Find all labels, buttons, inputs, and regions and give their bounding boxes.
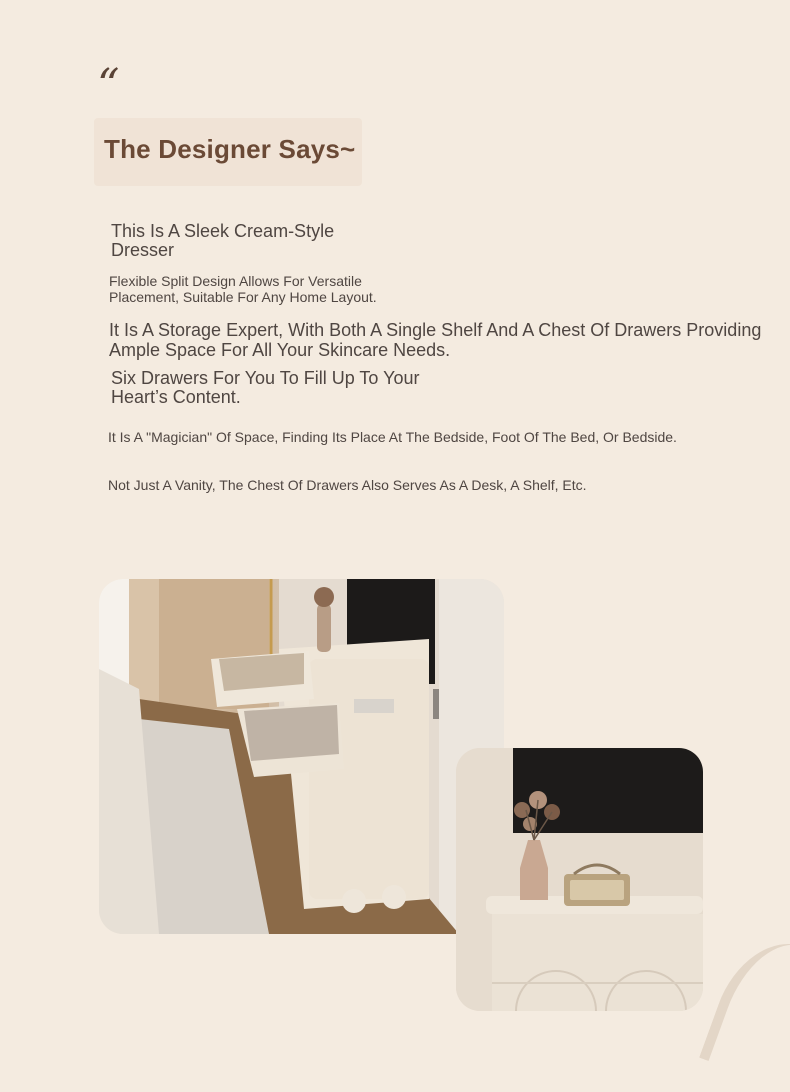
dresser-detail-illustration (456, 748, 703, 1011)
product-photo-detail (456, 748, 703, 1011)
description-line-2: Flexible Split Design Allows For Versatile Placement, Suitable For Any Home Layout. (109, 273, 377, 305)
quote-mark-icon: “ (97, 60, 120, 111)
description-line-4: Six Drawers For You To Fill Up To Your Heart’s Content. (111, 368, 420, 407)
description-line-6: Not Just A Vanity, The Chest Of Drawers Also Serves As A Desk, A Shelf, Etc. (108, 477, 587, 493)
description-line-3: It Is A Storage Expert, With Both A Single Shelf And A Chest Of Drawers Providing Ample Space For All Your Skincare Needs. (109, 320, 762, 360)
corner-decoration (699, 926, 790, 1092)
product-photo-main (99, 579, 504, 934)
page-title: The Designer Says~ (104, 134, 356, 164)
description-line-5: It Is A "Magician" Of Space, Finding Its Place At The Bedside, Foot Of The Bed, Or Bedside. (108, 429, 677, 445)
bedroom-dresser-illustration (99, 579, 504, 934)
description-line-1: This Is A Sleek Cream-Style Dresser (111, 221, 335, 260)
